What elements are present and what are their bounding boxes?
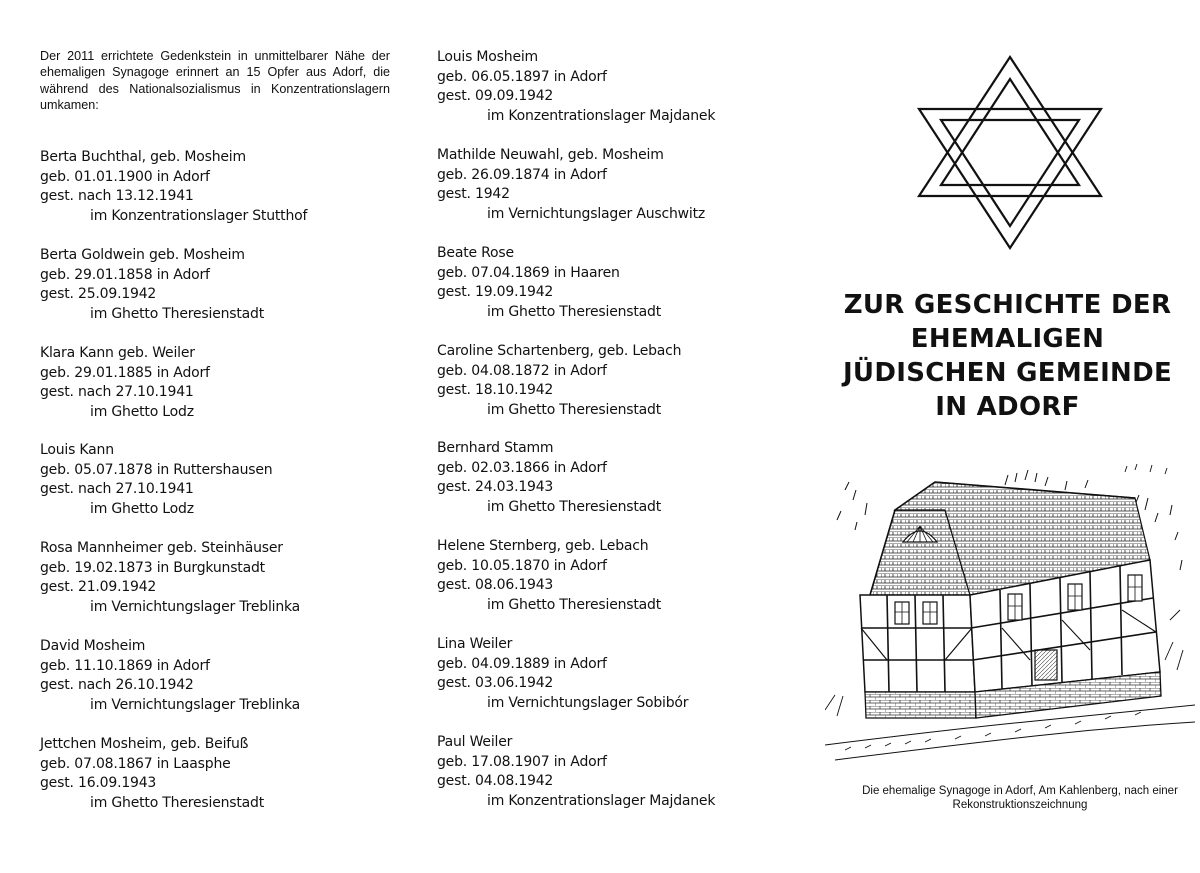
image-caption: Die ehemalige Synagoge in Adorf, Am Kahlenberg, nach einer Rekonstruktionszeichnung — [862, 785, 1178, 811]
victim-name: David Mosheim — [40, 638, 146, 654]
victim-name: Rosa Mannheimer geb. Steinhäuser — [40, 540, 283, 556]
victim-name: Paul Weiler — [437, 734, 513, 750]
victim-entry — [40, 441, 272, 519]
victim-birth: geb. 07.08.1867 in Laasphe — [40, 755, 231, 772]
victim-entry — [437, 342, 681, 420]
title-line: IN ADORF — [935, 392, 1080, 422]
victim-death: gest. 04.08.1942 — [437, 773, 554, 790]
victim-name: Lina Weiler — [437, 636, 513, 652]
victim-death-place: im Vernichtungslager Auschwitz — [487, 205, 706, 222]
synagogue-drawing — [825, 460, 1195, 770]
victim-death: gest. 1942 — [437, 186, 510, 203]
victim-death: gest. nach 27.10.1941 — [40, 481, 194, 498]
victim-entry — [437, 146, 705, 224]
victim-death-place: im Ghetto Theresienstadt — [487, 596, 662, 613]
victim-birth: geb. 05.07.1878 in Ruttershausen — [40, 461, 273, 478]
victim-birth: geb. 17.08.1907 in Adorf — [437, 753, 607, 770]
victim-entry — [437, 439, 661, 517]
victim-name: Bernhard Stamm — [437, 440, 554, 456]
victim-birth: geb. 10.05.1870 in Adorf — [437, 557, 607, 574]
victim-death: gest. 16.09.1943 — [40, 775, 157, 792]
victim-death-place: im Konzentrationslager Majdanek — [487, 792, 716, 809]
victim-entry — [40, 637, 300, 715]
title-line: JÜDISCHEN GEMEINDE — [842, 358, 1173, 388]
victim-entry — [437, 244, 661, 322]
victim-death-place: im Ghetto Lodz — [90, 403, 194, 420]
victim-name: Beate Rose — [437, 245, 514, 261]
victim-birth: geb. 07.04.1869 in Haaren — [437, 264, 620, 281]
victim-death: gest. 08.06.1943 — [437, 577, 554, 594]
victim-birth: geb. 19.02.1873 in Burgkunstadt — [40, 559, 265, 576]
victim-death-place: im Ghetto Lodz — [90, 500, 194, 517]
intro-paragraph: Der 2011 errichtete Gedenkstein in unmittelbarer Nähe der ehemaligen Synagoge erinnert an 15 Opfer aus Adorf, die während des Nationalsozialismus in Konzentrationslagern umkamen: — [40, 49, 390, 113]
victim-entry — [437, 537, 661, 615]
victim-name: Caroline Schartenberg, geb. Lebach — [437, 343, 682, 359]
victim-death-place: im Ghetto Theresienstadt — [90, 794, 265, 811]
victim-name: Klara Kann geb. Weiler — [40, 345, 195, 361]
victim-name: Mathilde Neuwahl, geb. Mosheim — [437, 147, 664, 163]
victim-birth: geb. 04.08.1872 in Adorf — [437, 362, 607, 379]
victim-name: Louis Kann — [40, 442, 114, 458]
victim-birth: geb. 06.05.1897 in Adorf — [437, 68, 607, 85]
victim-death-place: im Vernichtungslager Treblinka — [90, 696, 301, 713]
victim-entry — [40, 539, 300, 617]
victim-entry — [437, 635, 688, 713]
victim-death: gest. 09.09.1942 — [437, 88, 554, 105]
victim-birth: geb. 26.09.1874 in Adorf — [437, 166, 607, 183]
victim-birth: geb. 02.03.1866 in Adorf — [437, 459, 607, 476]
victim-birth: geb. 04.09.1889 in Adorf — [437, 655, 607, 672]
page-title — [815, 288, 1200, 424]
victim-death: gest. 19.09.1942 — [437, 284, 554, 301]
victim-death: gest. nach 27.10.1941 — [40, 384, 194, 401]
victim-entry — [437, 48, 715, 126]
victim-death-place: im Konzentrationslager Majdanek — [487, 107, 716, 124]
title-line: ZUR GESCHICHTE DER — [843, 290, 1172, 320]
victim-name: Berta Goldwein geb. Mosheim — [40, 247, 245, 263]
victim-entry — [40, 344, 210, 422]
victim-birth: geb. 29.01.1885 in Adorf — [40, 364, 210, 381]
victim-death-place: im Ghetto Theresienstadt — [487, 401, 662, 418]
victim-entry — [437, 733, 715, 811]
victim-name: Berta Buchthal, geb. Mosheim — [40, 149, 246, 165]
title-line: EHEMALIGEN — [910, 324, 1105, 354]
victim-entry — [40, 735, 264, 813]
victim-death: gest. nach 13.12.1941 — [40, 188, 194, 205]
victim-death-place: im Konzentrationslager Stutthof — [90, 207, 308, 224]
victim-name: Louis Mosheim — [437, 49, 538, 65]
victim-death: gest. nach 26.10.1942 — [40, 677, 194, 694]
star-of-david-icon — [915, 55, 1105, 250]
victim-name: Jettchen Mosheim, geb. Beifuß — [40, 736, 249, 752]
victim-birth: geb. 29.01.1858 in Adorf — [40, 266, 210, 283]
victim-death: gest. 25.09.1942 — [40, 286, 157, 303]
victim-birth: geb. 11.10.1869 in Adorf — [40, 657, 210, 674]
victim-name: Helene Sternberg, geb. Lebach — [437, 538, 649, 554]
victim-death-place: im Vernichtungslager Treblinka — [90, 598, 301, 615]
victim-entry — [40, 246, 264, 324]
victim-death-place: im Ghetto Theresienstadt — [487, 498, 662, 515]
victim-entry — [40, 148, 307, 226]
victim-death: gest. 24.03.1943 — [437, 479, 554, 496]
victim-death: gest. 03.06.1942 — [437, 675, 554, 692]
victim-death-place: im Ghetto Theresienstadt — [487, 303, 662, 320]
victim-birth: geb. 01.01.1900 in Adorf — [40, 168, 210, 185]
victim-death-place: im Vernichtungslager Sobibór — [487, 694, 689, 711]
victim-death-place: im Ghetto Theresienstadt — [90, 305, 265, 322]
victim-death: gest. 21.09.1942 — [40, 579, 157, 596]
victim-death: gest. 18.10.1942 — [437, 382, 554, 399]
